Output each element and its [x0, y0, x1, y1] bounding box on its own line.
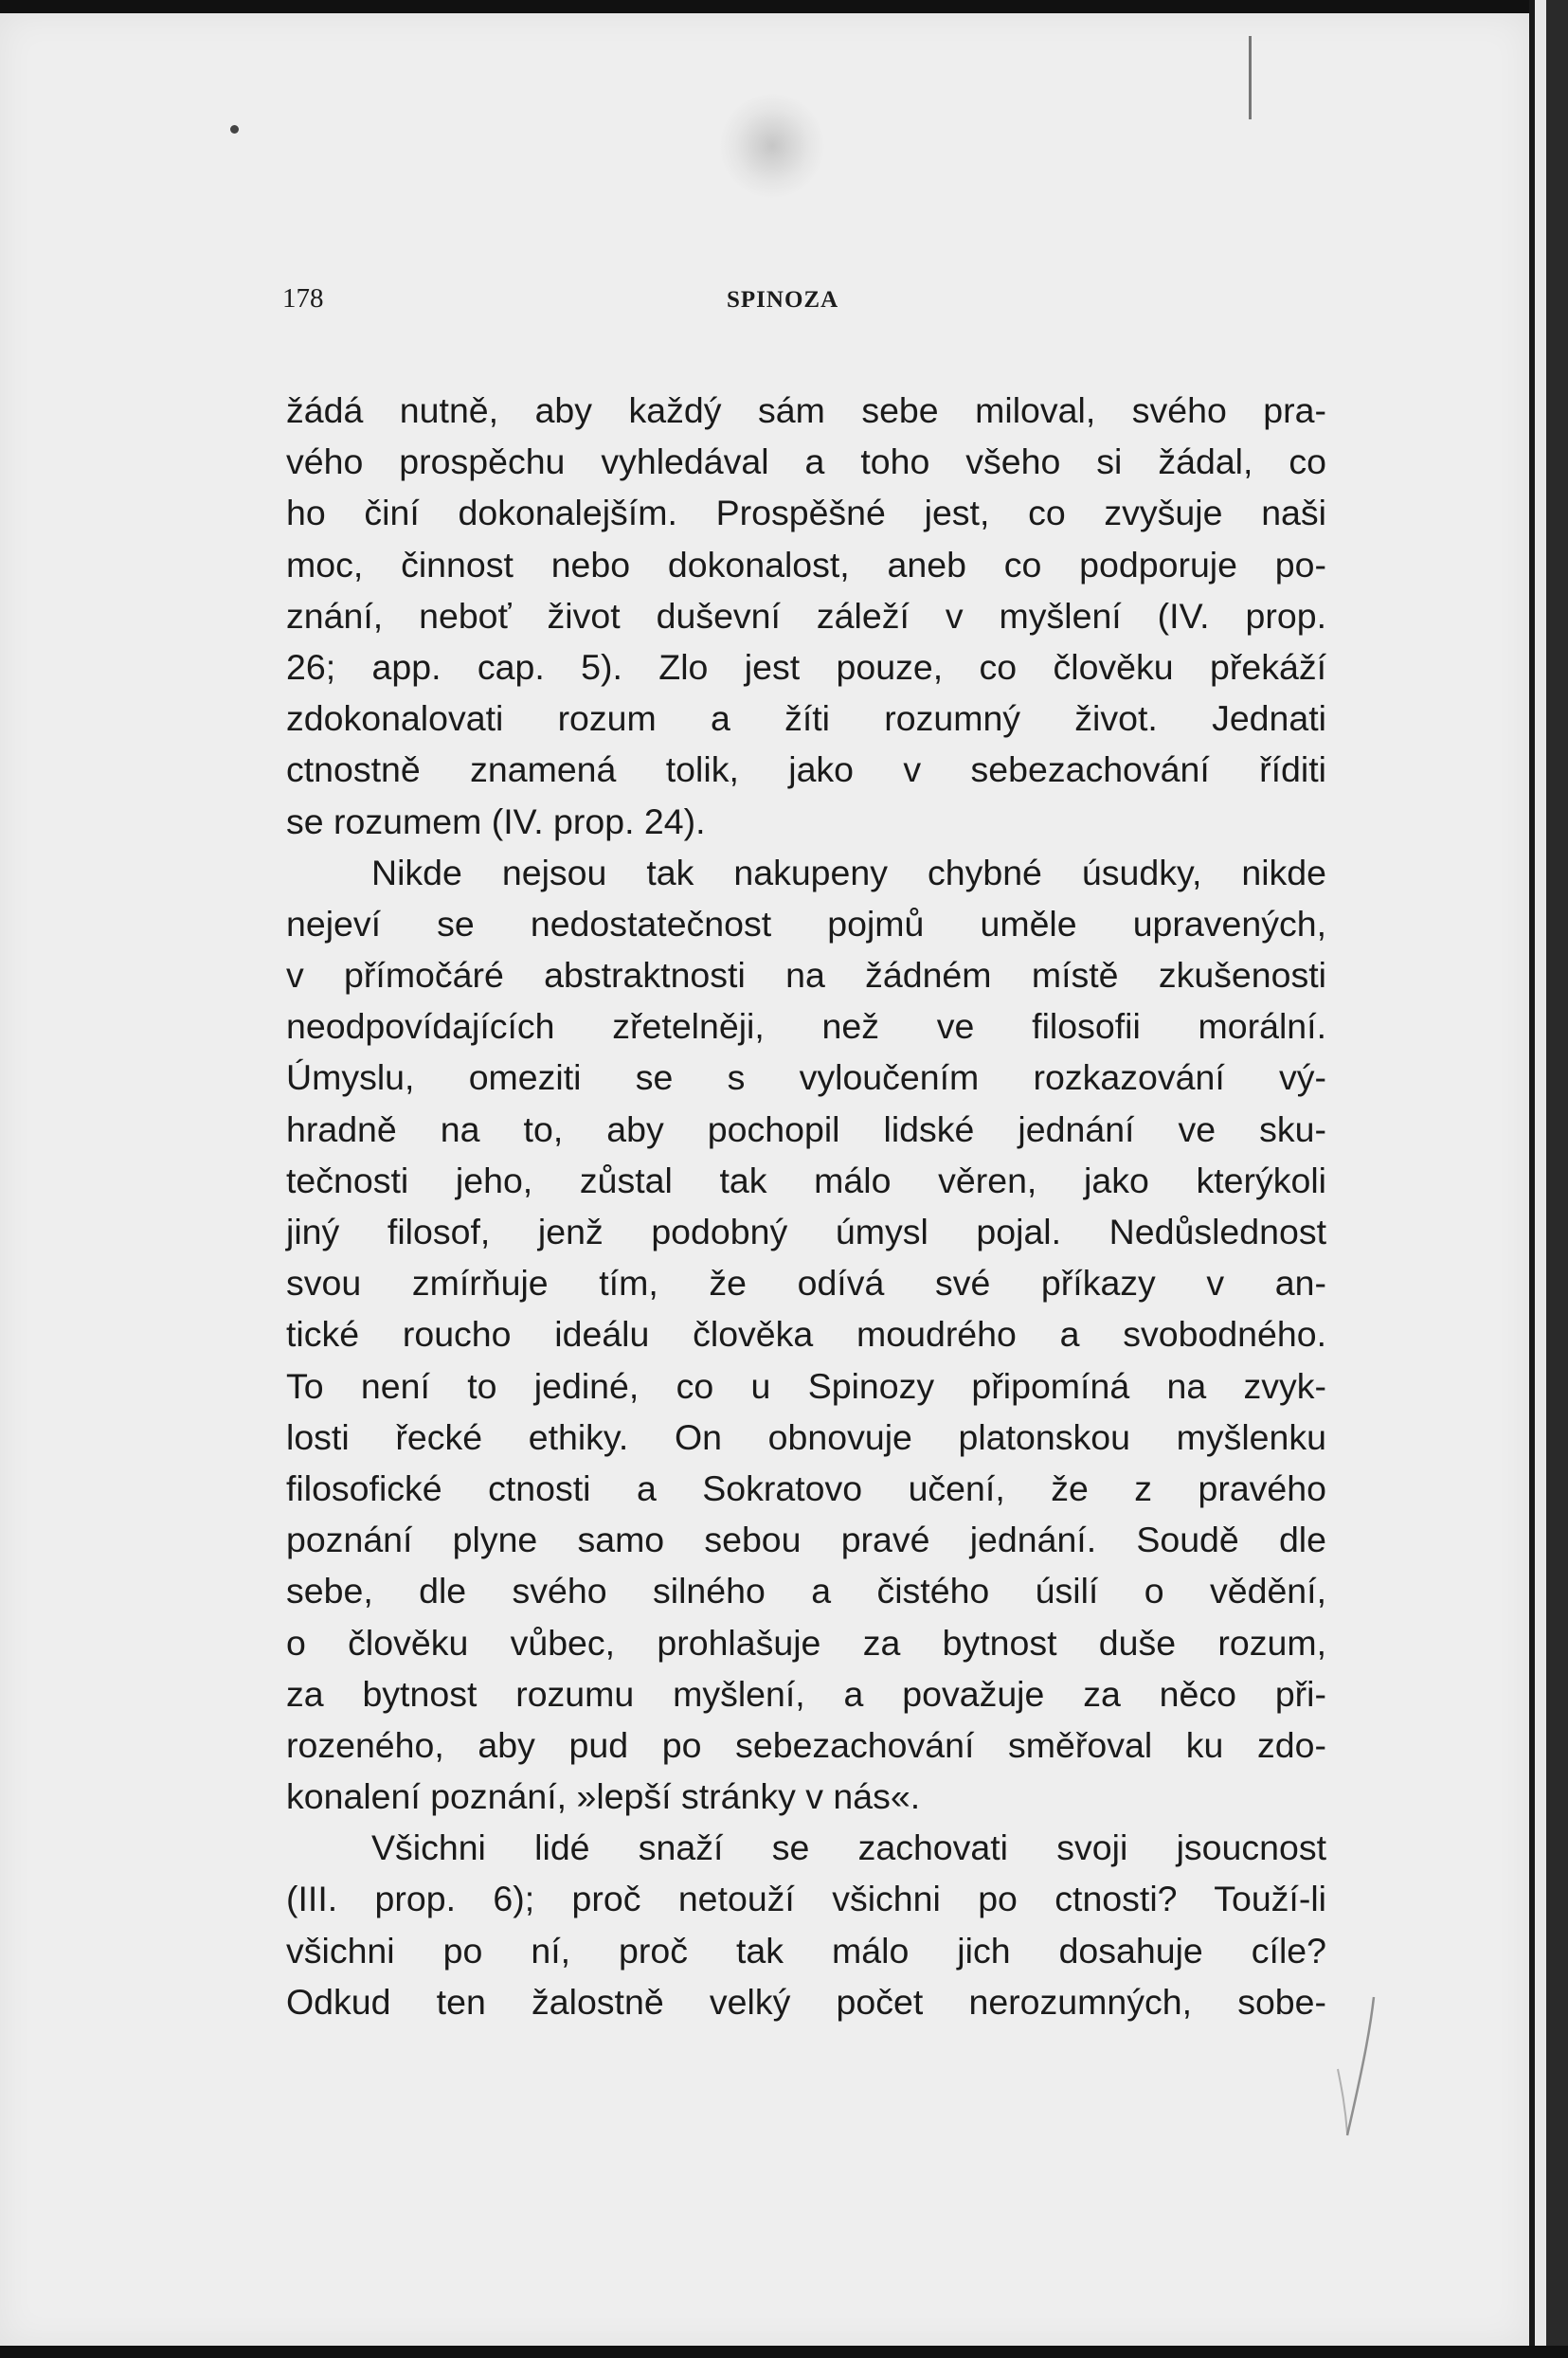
text-line: ctnostně znamená tolik, jako v sebezachování říditi [286, 749, 1326, 790]
text-line: konalení poznání, »lepší stránky v nás«. [286, 1776, 921, 1817]
text-line: losti řecké ethiky. On obnovuje platonskou myšlenku [286, 1416, 1326, 1457]
text-line: Úmyslu, omeziti se s vyloučením rozkazování vý- [286, 1057, 1326, 1098]
text-line: Všichni lidé snaží se zachovati svoji jsoucnost [371, 1827, 1326, 1868]
scan-right-border [1529, 0, 1568, 2358]
text-line: zdokonalovati rozum a žíti rozumný život. Jednati [286, 698, 1326, 739]
text-line: žádá nutně, aby každý sám sebe miloval, svého pra- [286, 390, 1326, 430]
ink-dot [230, 125, 239, 134]
text-line: Nikde nejsou tak nakupeny chybné úsudky, nikde [371, 852, 1326, 892]
text-line: za bytnost rozumu myšlení, a považuje za něco při- [286, 1673, 1326, 1714]
page-crease-line [1249, 36, 1252, 119]
text-line: moc, činnost nebo dokonalost, aneb co podporuje po- [286, 544, 1326, 585]
text-line: svou zmírňuje tím, že odívá své příkazy v an- [286, 1263, 1326, 1304]
text-line: (III. prop. 6); proč netouží všichni po ctnosti? Touží-li [286, 1879, 1326, 1919]
page-number: 178 [282, 283, 324, 314]
text-line: vého prospěchu vyhledával a toho všeho si žádal, co [286, 441, 1326, 482]
text-line: tické roucho ideálu člověka moudrého a svobodného. [286, 1314, 1326, 1355]
text-line: znání, neboť život duševní záleží v myšlení (IV. prop. [286, 595, 1326, 636]
scan-bottom-border [0, 2346, 1568, 2358]
text-line: ho činí dokonalejším. Prospěšné jest, co zvyšuje naši [286, 493, 1326, 533]
running-head: SPINOZA [727, 287, 839, 313]
text-line: To není to jediné, co u Spinozy připomíná na zvyk- [286, 1365, 1326, 1406]
text-line: se rozumem (IV. prop. 24). [286, 801, 706, 841]
page-header [282, 283, 1315, 321]
text-line: neodpovídajících zřetelněji, než ve filosofii morální. [286, 1006, 1326, 1047]
text-line: nejeví se nedostatečnost pojmů uměle upravených, [286, 903, 1326, 944]
text-line: tečnosti jeho, zůstal tak málo věren, jako kterýkoli [286, 1160, 1326, 1200]
text-line: 26; app. cap. 5). Zlo jest pouze, co člověku překáží [286, 646, 1326, 687]
scan-top-border [0, 0, 1568, 13]
page-smudge [720, 94, 824, 198]
body-text [286, 385, 1326, 2027]
text-line: hradně na to, aby pochopil lidské jednání ve sku- [286, 1108, 1326, 1149]
book-page [0, 13, 1529, 2346]
text-line: jiný filosof, jenž podobný úmysl pojal. Nedůslednost [286, 1212, 1326, 1251]
text-line: o člověku vůbec, prohlašuje za bytnost duše rozum, [286, 1622, 1326, 1663]
text-line: Odkud ten žalostně velký počet nerozumných, sobe- [286, 1981, 1326, 2022]
text-line: v přímočáré abstraktnosti na žádném místě zkušenosti [286, 955, 1326, 996]
text-line: sebe, dle svého silného a čistého úsilí o vědění, [286, 1571, 1326, 1611]
text-line: filosofické ctnosti a Sokratovo učení, že z pravého [286, 1467, 1326, 1508]
pencil-mark [1328, 1993, 1385, 2145]
text-line: poznání plyne samo sebou pravé jednání. Soudě dle [286, 1520, 1326, 1560]
text-line: všichni po ní, proč tak málo jich dosahuje cíle? [286, 1930, 1326, 1971]
text-line: rozeného, aby pud po sebezachování směřoval ku zdo- [286, 1724, 1326, 1765]
